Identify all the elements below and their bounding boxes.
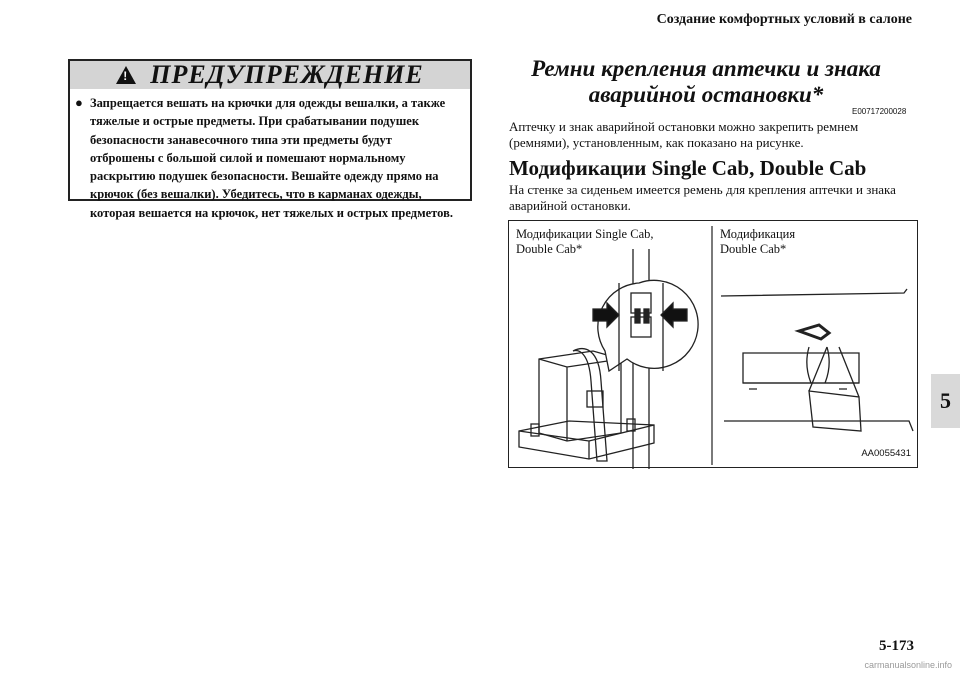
bullet-icon: ●: [75, 95, 83, 110]
subsection-text: [509, 182, 913, 214]
warning-line: которая вешается на крючок, нет тяжелых и острых предметов.: [90, 205, 453, 220]
page-number: 5-173: [879, 638, 914, 654]
warning-line: отброшены с большой силой и помешают нормальному: [90, 150, 406, 165]
figure-label-left: [516, 227, 654, 257]
subsection-title: Модификации Single Cab, Double Cab: [509, 156, 867, 180]
intro-line: Аптечку и знак аварийной остановки можно закрепить ремнем: [509, 119, 859, 134]
strap-illustration-drawing: [509, 221, 919, 469]
figure-label-line: Модификация: [720, 227, 796, 241]
figure-code: AA0055431: [861, 448, 911, 459]
warning-line: Запрещается вешать на крючки для одежды вешалки, а также: [90, 96, 446, 110]
chapter-tab: 5: [931, 374, 960, 428]
watermark: carmanualsonline.info: [864, 660, 952, 670]
page-header-title: Создание комфортных условий в салоне: [656, 12, 912, 27]
rear-wall-drawing: [721, 289, 913, 431]
section-title-line: аварийной остановки*: [588, 82, 824, 107]
warning-line: безопасности занавесочного типа эти предметы будут: [90, 132, 392, 147]
figure-label-right: [720, 227, 795, 257]
warning-triangle-icon: !: [116, 66, 136, 84]
warning-title: ПРЕДУПРЕЖДЕНИЕ: [150, 60, 424, 89]
figure-label-line: Double Cab*: [720, 242, 787, 256]
warning-line: раскрытию подушек безопасности. Вешайте одежду прямо на: [90, 169, 439, 184]
warning-box: [68, 59, 472, 220]
figure-label-line: Double Cab*: [516, 242, 583, 256]
section-intro: [509, 119, 909, 151]
subsection-line: аварийной остановки.: [509, 198, 631, 213]
section-title-line: Ремни крепления аптечки и знака: [531, 56, 881, 81]
section-title: [500, 56, 912, 108]
warning-line: крючок (без вешалки). Убедитесь, что в карманах одежды,: [90, 187, 422, 202]
subsection-line: На стенке за сиденьем имеется ремень для крепления аптечки и знака: [509, 182, 896, 197]
zoom-callout: [593, 280, 698, 371]
warning-line: тяжелые и острые предметы. При срабатывании подушек: [90, 114, 420, 129]
warning-text: [75, 94, 458, 222]
intro-line: (ремнями), установленным, как показано на рисунке.: [509, 135, 804, 150]
warning-header: [70, 61, 470, 89]
figure-label-line: Модификации Single Cab,: [516, 227, 654, 241]
strap-illustration: [508, 220, 918, 468]
section-code: E00717200028: [852, 107, 907, 116]
